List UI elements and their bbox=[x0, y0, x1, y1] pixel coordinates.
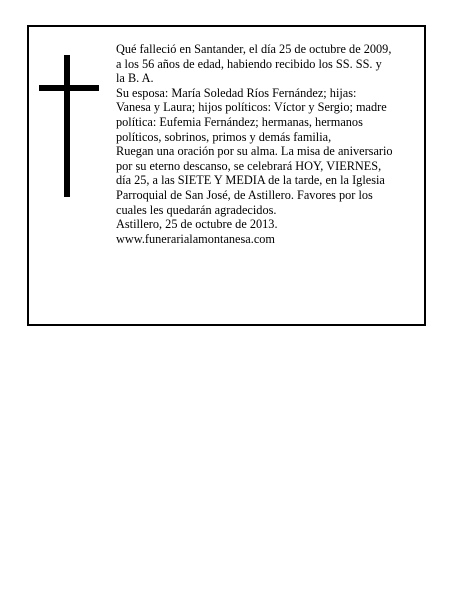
notice-line: Su esposa: María Soledad Ríos Fernández; hijas: bbox=[116, 85, 357, 100]
notice-line: la B. A. bbox=[116, 71, 154, 86]
notice-line: Astillero, 25 de octubre de 2013. bbox=[116, 217, 278, 232]
notice-line: política: Eufemia Fernández; hermanas, hermanos bbox=[116, 114, 363, 129]
funeral-home-link[interactable]: www.funerarialamontanesa.com bbox=[116, 231, 275, 246]
notice-line: por su eterno descanso, se celebrará HOY, VIERNES, bbox=[116, 158, 382, 173]
notice-line: Parroquial de San José, de Astillero. Favores por los bbox=[116, 187, 373, 202]
notice-line: día 25, a las SIETE Y MEDIA de la tarde, en la Iglesia bbox=[116, 173, 385, 188]
obituary-notice bbox=[27, 25, 426, 326]
notice-line: Vanesa y Laura; hijos políticos: Víctor y Sergio; madre bbox=[116, 100, 387, 115]
notice-text bbox=[116, 42, 422, 246]
notice-line: Qué falleció en Santander, el día 25 de octubre de 2009, bbox=[116, 42, 392, 56]
notice-line: Ruegan una oración por su alma. La misa de aniversario bbox=[116, 144, 393, 159]
cross-icon bbox=[39, 55, 99, 197]
cross-vertical-bar bbox=[64, 55, 70, 197]
notice-line: a los 56 años de edad, habiendo recibido los SS. SS. y bbox=[116, 56, 382, 71]
cross-horizontal-bar bbox=[39, 85, 99, 91]
notice-line: políticos, sobrinos, primos y demás familia, bbox=[116, 129, 332, 144]
notice-line: cuales les quedarán agradecidos. bbox=[116, 202, 277, 217]
